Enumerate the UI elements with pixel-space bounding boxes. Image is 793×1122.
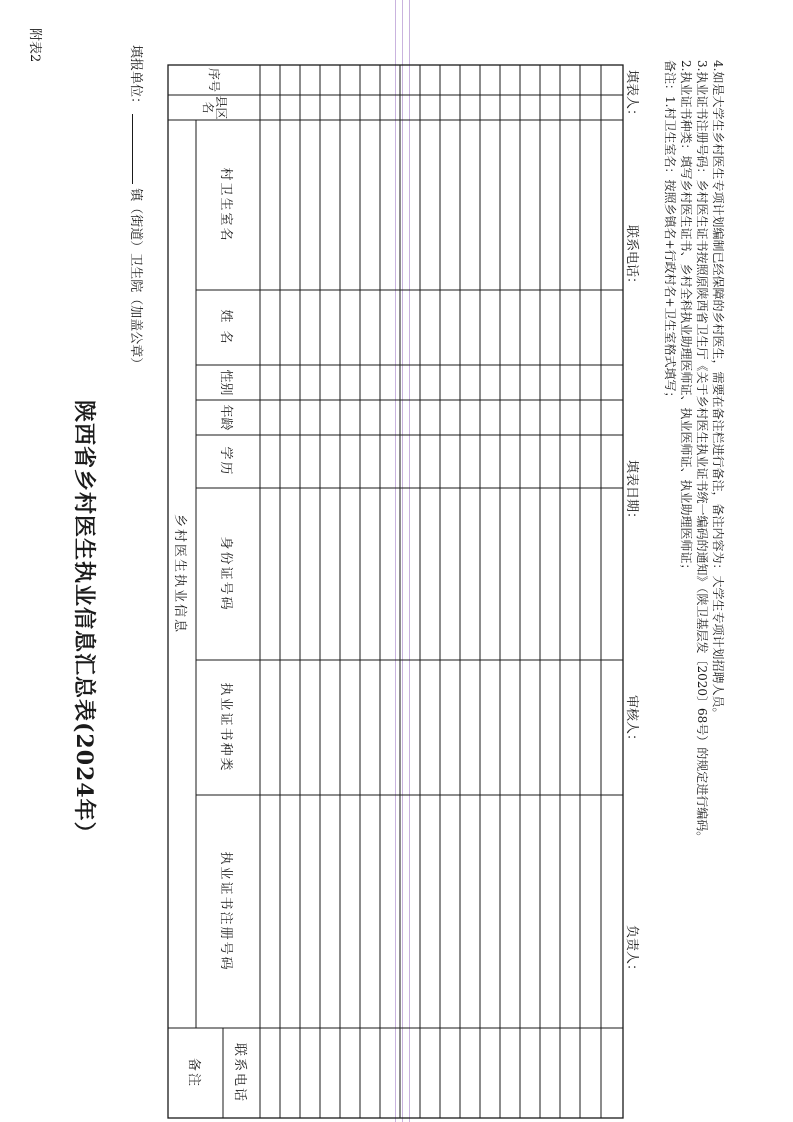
col-header-clinic: 村卫生室名 bbox=[218, 167, 234, 243]
col-header-license-reg: 执业证书注册号码 bbox=[218, 851, 234, 972]
note-line-3: 3.执业证书注册号码：乡村医生证书按照原陕西省卫生厅《关于乡村医生执业证书统一编码的通知》（陕卫基层发〔2020〕68号）的规定进行编码。 bbox=[695, 60, 709, 844]
appendix-label: 附表2 bbox=[27, 28, 42, 63]
col-header-county: 县区名 bbox=[201, 95, 228, 120]
col-header-education: 学历 bbox=[218, 446, 234, 477]
unit-text: 镇（街道）卫生院（加盖公章） bbox=[128, 188, 143, 371]
footer-filler: 填表人： bbox=[624, 70, 639, 123]
footer-date: 填表日期： bbox=[624, 460, 639, 526]
col-header-gender: 性别 bbox=[218, 369, 234, 396]
note-line-4: 4.如是大学生乡村医生专项计划编制已经保障的乡村医生，需要在备注栏进行备注，备注内容为：大学生专项计划招聘人员。 bbox=[711, 60, 725, 720]
note-line-2: 2.执业证书种类：填写乡村医生证书、乡村全科执业助理医师证、执业医师证、执业助理医师证； bbox=[679, 60, 693, 576]
col-header-remark: 备注 bbox=[186, 1057, 201, 1088]
note-line-1: 备注：1.村卫生室名：按照乡镇名+行政村名+卫生室格式填写； bbox=[663, 60, 677, 404]
footer-contact-phone: 联系电话： bbox=[624, 225, 639, 291]
footer-reviewer: 审核人： bbox=[624, 695, 639, 748]
col-header-name: 姓 名 bbox=[218, 309, 234, 346]
col-header-license-type: 执业证书种类 bbox=[218, 682, 234, 773]
group-header-village-doctor-info: 乡村医生执业信息 bbox=[172, 513, 188, 634]
col-header-seq: 序号 bbox=[207, 67, 221, 92]
col-header-age: 年龄 bbox=[218, 404, 234, 431]
page-title: 陕西省乡村医生执业信息汇总表(2024年） bbox=[71, 400, 97, 845]
unit-label: 填报单位： bbox=[128, 45, 143, 111]
footer-responsible: 负责人： bbox=[624, 925, 639, 978]
col-header-id-number: 身份证号码 bbox=[218, 536, 234, 612]
col-header-phone: 联系电话 bbox=[232, 1042, 247, 1103]
